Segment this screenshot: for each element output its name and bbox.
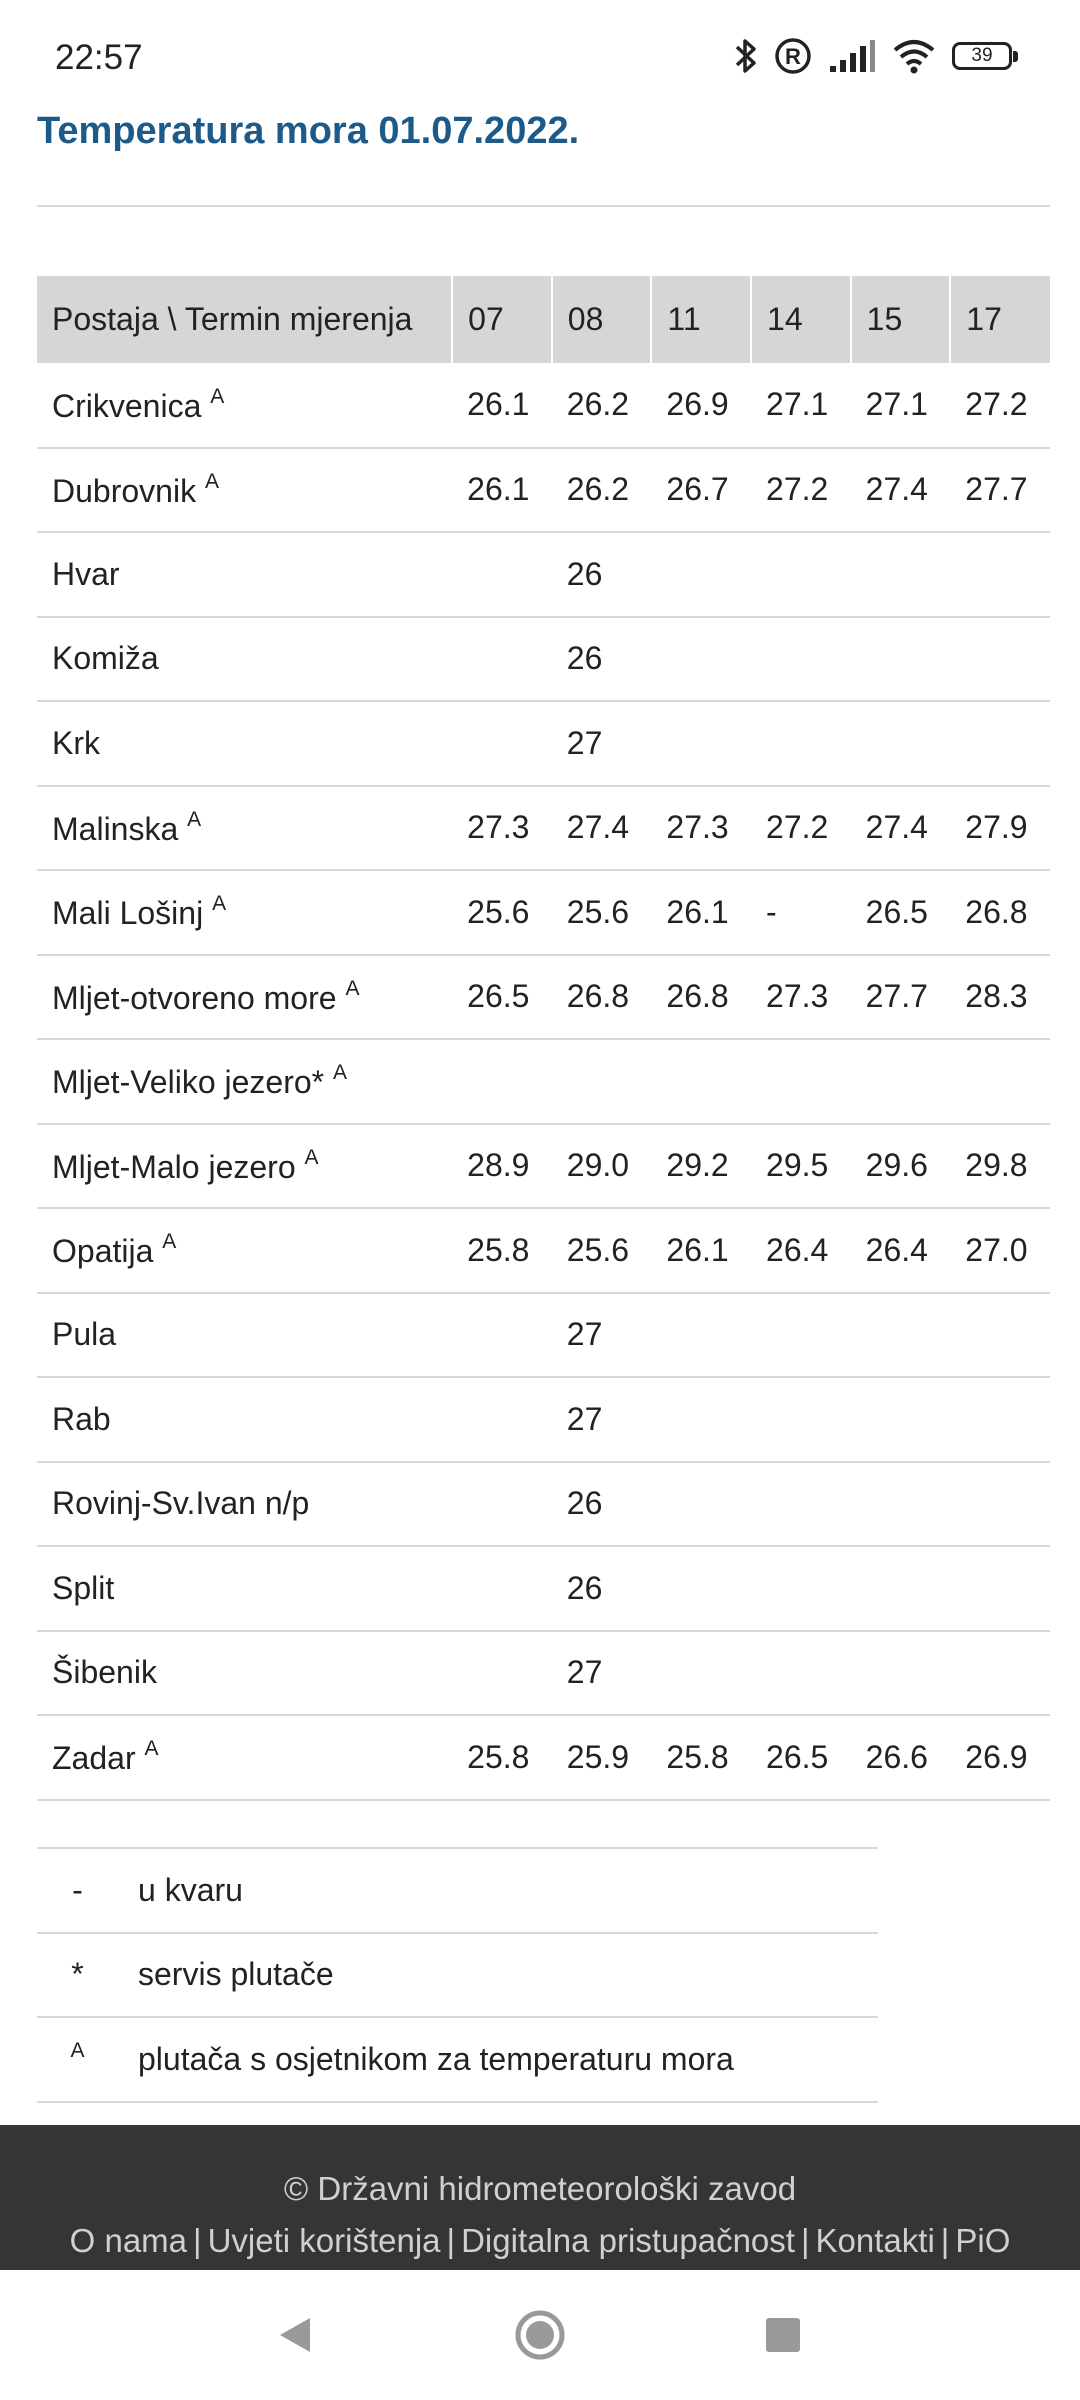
temperature-cell bbox=[851, 1377, 951, 1462]
table-row bbox=[37, 1546, 1050, 1631]
page-title: Temperatura mora 01.07.2022. bbox=[37, 110, 580, 152]
temperature-cell bbox=[452, 1462, 552, 1547]
legend-symbol bbox=[37, 2017, 137, 2102]
table-row bbox=[37, 1715, 1050, 1800]
column-header-time: 14 bbox=[751, 276, 851, 363]
legend-symbol: * bbox=[37, 1933, 137, 2018]
table-row bbox=[37, 1293, 1050, 1378]
divider bbox=[37, 205, 1050, 207]
temperature-cell bbox=[452, 1546, 552, 1631]
station-name: Crikvenica bbox=[52, 387, 202, 424]
sea-temperature-table bbox=[37, 276, 1050, 1801]
buoy-sensor-marker: A bbox=[333, 1061, 348, 1085]
temperature-cell: 27 bbox=[552, 1631, 652, 1716]
column-header-time: 08 bbox=[552, 276, 652, 363]
temperature-cell: 27.2 bbox=[751, 786, 851, 871]
temperature-cell: 27.4 bbox=[552, 786, 652, 871]
temperature-cell bbox=[950, 701, 1050, 786]
temperature-cell bbox=[851, 1293, 951, 1378]
temperature-cell: 26.8 bbox=[651, 955, 751, 1040]
temperature-cell bbox=[552, 1039, 652, 1124]
station-name: Mljet-otvoreno more bbox=[52, 979, 337, 1016]
temperature-cell: 27.4 bbox=[851, 786, 951, 871]
home-button[interactable] bbox=[490, 2270, 590, 2400]
station-name-cell bbox=[37, 532, 452, 617]
table-row bbox=[37, 448, 1050, 533]
station-name-cell bbox=[37, 1377, 452, 1462]
table-row bbox=[37, 1208, 1050, 1293]
buoy-sensor-marker: A bbox=[304, 1145, 319, 1169]
temperature-cell bbox=[651, 701, 751, 786]
station-name: Pula bbox=[52, 1316, 117, 1353]
legend-row bbox=[37, 1933, 878, 2018]
temperature-cell bbox=[452, 1631, 552, 1716]
temperature-cell: 29.5 bbox=[751, 1124, 851, 1209]
table-row bbox=[37, 1124, 1050, 1209]
column-header-station: Postaja \ Termin mjerenja bbox=[37, 276, 452, 363]
temperature-cell: 26.4 bbox=[751, 1208, 851, 1293]
temperature-cell: 27.3 bbox=[452, 786, 552, 871]
temperature-cell: 25.6 bbox=[452, 870, 552, 955]
back-icon bbox=[276, 2315, 314, 2355]
temperature-cell bbox=[851, 1631, 951, 1716]
footer-copyright: © Državni hidrometeorološki zavod bbox=[283, 2170, 797, 2207]
wifi-icon bbox=[892, 38, 936, 74]
temperature-cell: 25.6 bbox=[552, 1208, 652, 1293]
table-row bbox=[37, 955, 1050, 1040]
temperature-cell bbox=[651, 617, 751, 702]
temperature-cell: - bbox=[751, 870, 851, 955]
bluetooth-icon bbox=[734, 37, 758, 75]
buoy-sensor-marker: A bbox=[212, 892, 227, 916]
station-name: Komiža bbox=[52, 640, 159, 677]
temperature-cell: 26.5 bbox=[751, 1715, 851, 1800]
station-name-cell bbox=[37, 1631, 452, 1716]
column-header-time: 15 bbox=[851, 276, 951, 363]
temperature-cell: 27 bbox=[552, 701, 652, 786]
station-name-cell bbox=[37, 1208, 452, 1293]
table-row bbox=[37, 1039, 1050, 1124]
temperature-cell bbox=[452, 701, 552, 786]
column-header-time: 17 bbox=[950, 276, 1050, 363]
footer-link[interactable]: O nama bbox=[69, 2222, 188, 2259]
table-row bbox=[37, 701, 1050, 786]
temperature-cell: 27.3 bbox=[751, 955, 851, 1040]
station-name-cell bbox=[37, 363, 452, 448]
recents-icon bbox=[765, 2317, 801, 2353]
footer-separator: | bbox=[446, 2222, 456, 2259]
temperature-cell: 27.9 bbox=[950, 786, 1050, 871]
signal-icon bbox=[828, 38, 876, 74]
temperature-cell: 27.0 bbox=[950, 1208, 1050, 1293]
temperature-cell bbox=[751, 532, 851, 617]
temperature-cell bbox=[751, 1546, 851, 1631]
recents-button[interactable] bbox=[733, 2270, 833, 2400]
temperature-cell bbox=[751, 1377, 851, 1462]
buoy-sensor-marker: A bbox=[210, 384, 225, 408]
station-name-cell bbox=[37, 617, 452, 702]
temperature-cell bbox=[950, 1462, 1050, 1547]
temperature-cell: 26.9 bbox=[950, 1715, 1050, 1800]
buoy-sensor-marker: A bbox=[204, 469, 219, 493]
legend-symbol: - bbox=[37, 1848, 137, 1933]
temperature-cell: 26.6 bbox=[851, 1715, 951, 1800]
station-name: Zadar bbox=[52, 1740, 136, 1777]
temperature-cell bbox=[950, 1377, 1050, 1462]
legend-text: u kvaru bbox=[137, 1848, 878, 1933]
station-name: Šibenik bbox=[52, 1654, 157, 1691]
station-name-cell bbox=[37, 870, 452, 955]
temperature-cell bbox=[751, 1039, 851, 1124]
buoy-sensor-marker: A bbox=[345, 976, 360, 1000]
temperature-cell: 26.4 bbox=[851, 1208, 951, 1293]
temperature-cell: 26.2 bbox=[552, 363, 652, 448]
station-name: Hvar bbox=[52, 555, 120, 592]
station-name-cell bbox=[37, 955, 452, 1040]
temperature-cell: 26.1 bbox=[651, 1208, 751, 1293]
station-name-cell bbox=[37, 1293, 452, 1378]
station-name-cell bbox=[37, 786, 452, 871]
temperature-cell: 27.2 bbox=[751, 448, 851, 533]
temperature-cell bbox=[751, 1293, 851, 1378]
temperature-cell bbox=[950, 1293, 1050, 1378]
temperature-cell: 26.8 bbox=[552, 955, 652, 1040]
temperature-cell bbox=[851, 1462, 951, 1547]
table-row bbox=[37, 363, 1050, 448]
temperature-cell: 26.5 bbox=[452, 955, 552, 1040]
temperature-cell bbox=[651, 1293, 751, 1378]
temperature-cell bbox=[851, 701, 951, 786]
temperature-cell bbox=[452, 532, 552, 617]
table-row bbox=[37, 617, 1050, 702]
temperature-cell bbox=[651, 1039, 751, 1124]
temperature-cell: 26.8 bbox=[950, 870, 1050, 955]
legend-text: plutača s osjetnikom za temperaturu mora bbox=[137, 2017, 878, 2102]
temperature-cell: 27.7 bbox=[851, 955, 951, 1040]
footer-link[interactable]: Uvjeti korištenja bbox=[207, 2222, 441, 2259]
temperature-cell: 28.9 bbox=[452, 1124, 552, 1209]
legend-row bbox=[37, 2017, 878, 2102]
legend-sup-symbol: A bbox=[70, 2039, 85, 2063]
temperature-cell: 26.9 bbox=[651, 363, 751, 448]
temperature-cell bbox=[651, 1462, 751, 1547]
temperature-cell bbox=[851, 1039, 951, 1124]
temperature-cell: 27 bbox=[552, 1293, 652, 1378]
temperature-cell: 28.3 bbox=[950, 955, 1050, 1040]
station-name: Rovinj-Sv.Ivan n/p bbox=[52, 1485, 310, 1522]
table-row bbox=[37, 786, 1050, 871]
temperature-cell: 26.7 bbox=[651, 448, 751, 533]
column-header-time: 11 bbox=[651, 276, 751, 363]
footer-link[interactable]: PiO bbox=[955, 2222, 1011, 2259]
buoy-sensor-marker: A bbox=[187, 807, 202, 831]
station-name: Mljet-Veliko jezero* bbox=[52, 1064, 325, 1101]
table-header-row bbox=[37, 276, 1050, 363]
temperature-cell: 25.6 bbox=[552, 870, 652, 955]
temperature-cell: 29.0 bbox=[552, 1124, 652, 1209]
table-row bbox=[37, 870, 1050, 955]
buoy-sensor-marker: A bbox=[144, 1737, 159, 1761]
station-name-cell bbox=[37, 1462, 452, 1547]
table-row bbox=[37, 532, 1050, 617]
temperature-cell: 25.8 bbox=[452, 1208, 552, 1293]
system-nav-bar bbox=[0, 2270, 1080, 2400]
footer-separator: | bbox=[800, 2222, 810, 2259]
station-name: Malinska bbox=[52, 810, 179, 847]
temperature-cell bbox=[651, 1631, 751, 1716]
temperature-cell: 27.1 bbox=[751, 363, 851, 448]
footer-separator: | bbox=[940, 2222, 950, 2259]
buoy-sensor-marker: A bbox=[162, 1230, 177, 1254]
temperature-cell bbox=[751, 1462, 851, 1547]
temperature-cell: 27.1 bbox=[851, 363, 951, 448]
temperature-cell bbox=[851, 532, 951, 617]
station-name: Rab bbox=[52, 1400, 111, 1437]
back-button[interactable] bbox=[245, 2270, 345, 2400]
temperature-cell bbox=[751, 617, 851, 702]
temperature-cell bbox=[651, 1546, 751, 1631]
temperature-cell: 29.6 bbox=[851, 1124, 951, 1209]
temperature-cell: 26.2 bbox=[552, 448, 652, 533]
status-time: 22:57 bbox=[55, 38, 143, 77]
temperature-cell bbox=[751, 701, 851, 786]
temperature-cell bbox=[751, 1631, 851, 1716]
status-bar bbox=[0, 0, 1080, 110]
station-name: Mljet-Malo jezero bbox=[52, 1148, 296, 1185]
legend-table bbox=[37, 1847, 878, 2103]
temperature-cell bbox=[452, 1293, 552, 1378]
temperature-cell: 27 bbox=[552, 1377, 652, 1462]
temperature-cell bbox=[452, 1039, 552, 1124]
station-name: Mali Lošinj bbox=[52, 895, 204, 932]
temperature-cell: 26.5 bbox=[851, 870, 951, 955]
temperature-cell: 26.1 bbox=[452, 448, 552, 533]
station-name: Krk bbox=[52, 724, 100, 761]
station-name-cell bbox=[37, 1546, 452, 1631]
temperature-cell: 26 bbox=[552, 532, 652, 617]
temperature-cell: 25.9 bbox=[552, 1715, 652, 1800]
temperature-cell bbox=[950, 1039, 1050, 1124]
footer-link[interactable]: Kontakti bbox=[815, 2222, 935, 2259]
station-name: Split bbox=[52, 1569, 115, 1606]
footer-separator: | bbox=[193, 2222, 202, 2259]
temperature-cell: 26 bbox=[552, 617, 652, 702]
station-name-cell bbox=[37, 1715, 452, 1800]
temperature-cell: 25.8 bbox=[651, 1715, 751, 1800]
temperature-cell bbox=[651, 1377, 751, 1462]
column-header-time: 07 bbox=[452, 276, 552, 363]
temperature-cell bbox=[452, 1377, 552, 1462]
temperature-cell: 27.2 bbox=[950, 363, 1050, 448]
temperature-cell bbox=[950, 532, 1050, 617]
temperature-cell bbox=[950, 1631, 1050, 1716]
temperature-cell bbox=[950, 1546, 1050, 1631]
temperature-cell: 27.7 bbox=[950, 448, 1050, 533]
temperature-cell: 26 bbox=[552, 1462, 652, 1547]
temperature-cell bbox=[452, 617, 552, 702]
station-name-cell bbox=[37, 1039, 452, 1124]
temperature-cell bbox=[950, 617, 1050, 702]
temperature-cell bbox=[851, 1546, 951, 1631]
battery-level: 39 bbox=[971, 45, 993, 66]
temperature-cell: 26.1 bbox=[651, 870, 751, 955]
footer-links bbox=[0, 2222, 1080, 2260]
temperature-cell bbox=[651, 532, 751, 617]
station-name: Dubrovnik bbox=[52, 472, 197, 509]
footer bbox=[0, 2125, 1080, 2270]
table-row bbox=[37, 1462, 1050, 1547]
temperature-cell: 27.4 bbox=[851, 448, 951, 533]
battery-icon bbox=[952, 42, 1012, 70]
temperature-cell: 29.8 bbox=[950, 1124, 1050, 1209]
status-icons bbox=[734, 34, 1020, 78]
temperature-cell: 29.2 bbox=[651, 1124, 751, 1209]
station-name-cell bbox=[37, 448, 452, 533]
legend-row bbox=[37, 1848, 878, 1933]
footer-link[interactable]: Digitalna pristupačnost bbox=[461, 2222, 795, 2259]
table-row bbox=[37, 1631, 1050, 1716]
temperature-cell: 26 bbox=[552, 1546, 652, 1631]
legend-text: servis plutače bbox=[137, 1933, 878, 2018]
home-icon bbox=[514, 2309, 566, 2361]
station-name: Opatija bbox=[52, 1233, 154, 1270]
station-name-cell bbox=[37, 701, 452, 786]
temperature-cell: 25.8 bbox=[452, 1715, 552, 1800]
svg-text:R: R bbox=[785, 44, 801, 69]
temperature-cell: 27.3 bbox=[651, 786, 751, 871]
temperature-cell bbox=[851, 617, 951, 702]
table-row bbox=[37, 1377, 1050, 1462]
station-name-cell bbox=[37, 1124, 452, 1209]
temperature-cell: 26.1 bbox=[452, 363, 552, 448]
registered-icon bbox=[774, 37, 812, 75]
